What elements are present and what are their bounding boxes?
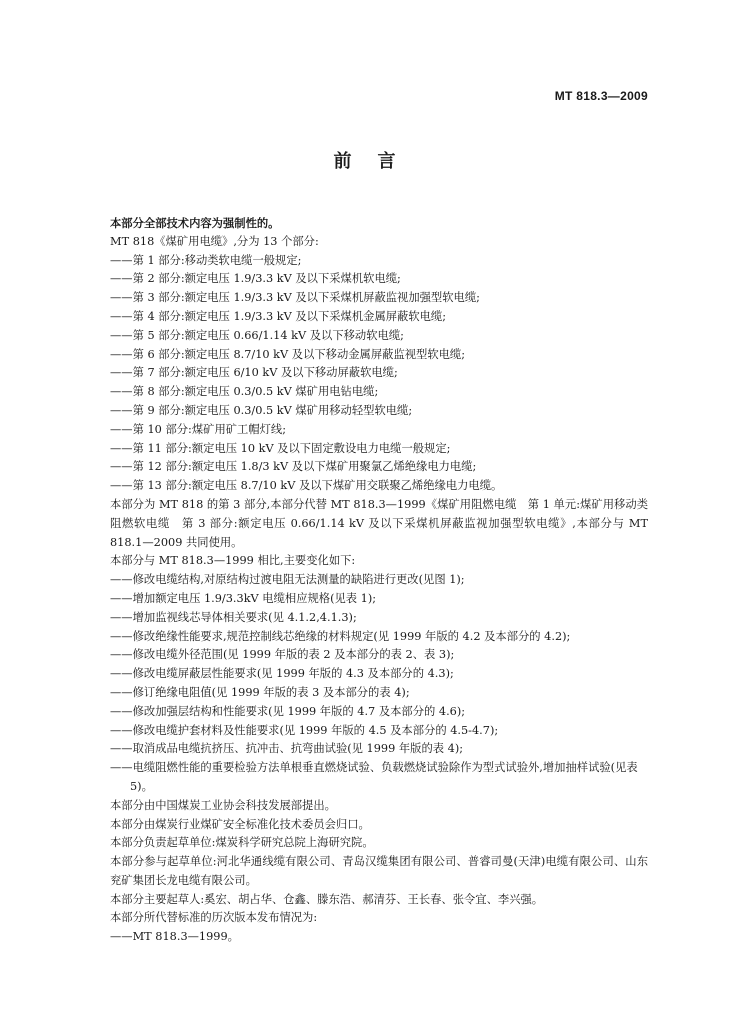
list-item: ——第 7 部分:额定电压 6/10 kV 及以下移动屏蔽软电缆; [110,366,398,380]
list-item: ——修改电缆护套材料及性能要求(见 1999 年版的 4.5 及本部分的 4.5-4.7); [110,723,499,737]
list-item: ——增加监视线芯导体相关要求(见 4.1.2,4.1.3); [110,610,357,624]
list-item: ——第 5 部分:额定电压 0.66/1.14 kV 及以下移动软电缆; [110,328,404,342]
list-item: ——第 3 部分:额定电压 1.9/3.3 kV 及以下采煤机屏蔽监视加强型软电缆; [110,291,480,305]
list-item: ——第 1 部分:移动类软电缆一般规定; [110,253,302,267]
standard-code: MT 818.3—2009 [554,89,648,103]
drafting-unit: 本部分负责起草单位:煤炭科学研究总院上海研究院。 [110,836,374,850]
changes-intro: 本部分与 MT 818.3—1999 相比,主要变化如下: [110,554,356,568]
list-item: ——第 12 部分:额定电压 1.8/3 kV 及以下煤矿用聚氯乙烯绝缘电力电缆; [110,460,477,474]
drafters: 本部分主要起草人:奚宏、胡占华、仓鑫、滕东浩、郝清芬、王长春、张令宜、李兴强。 [110,892,544,906]
changes-list [88,571,648,797]
proposed-by: 本部分由中国煤炭工业协会科技发展部提出。 [110,798,336,812]
list-item: ——修改电缆结构,对原结构过渡电阻无法测量的缺陷进行更改(见图 1); [110,573,465,587]
list-item: ——修改电缆屏蔽层性能要求(见 1999 年版的 4.3 及本部分的 4.3); [110,667,454,681]
list-item: ——MT 818.3—1999。 [110,930,239,944]
page-title: 前言 [333,151,422,172]
managed-by: 本部分由煤炭行业煤矿安全标准化技术委员会归口。 [110,817,370,831]
replacement-paragraph: 本部分为 MT 818 的第 3 部分,本部分代替 MT 818.3—1999《煤矿用阻燃电缆 第 1 单元:煤矿用移动类阻燃软电缆 第 3 部分:额定电压 0.66/1.14 kV 及以下采煤机屏蔽监视加强型软电缆》,本部分与 MT 818.1—2009 共同使用。 [110,497,648,549]
list-item: ——取消成品电缆抗挤压、抗冲击、抗弯曲试验(见 1999 年版的表 4); [110,742,464,756]
list-item: ——第 2 部分:额定电压 1.9/3.3 kV 及以下采煤机软电缆; [110,272,401,286]
parts-list [88,252,648,496]
list-item: ——第 11 部分:额定电压 10 kV 及以下固定敷设电力电缆一般规定; [110,441,451,455]
list-item: ——第 8 部分:额定电压 0.3/0.5 kV 煤矿用电钻电缆; [110,385,379,399]
list-item: ——第 10 部分:煤矿用矿工帽灯线; [110,422,287,436]
mandatory-note: 本部分全部技术内容为强制性的。 [110,216,280,230]
list-item: ——第 6 部分:额定电压 8.7/10 kV 及以下移动金属屏蔽监视型软电缆; [110,347,466,361]
list-item: ——电缆阻燃性能的重要检验方法单根垂直燃烧试验、负载燃烧试验除作为型式试验外,增加抽样试验(见表 5)。 [110,761,638,793]
participating-units: 本部分参与起草单位:河北华通线缆有限公司、青岛汉缆集团有限公司、普睿司曼(天津)电缆有限公司、山东兖矿集团长龙电缆有限公司。 [110,855,648,887]
list-item: ——第 9 部分:额定电压 0.3/0.5 kV 煤矿用移动轻型软电缆; [110,403,413,417]
list-item: ——修订绝缘电阻值(见 1999 年版的表 3 及本部分的表 4); [110,685,410,699]
series-intro: MT 818《煤矿用电缆》,分为 13 个部分: [110,234,319,248]
list-item: ——修改加强层结构和性能要求(见 1999 年版的 4.7 及本部分的 4.6); [110,704,466,718]
list-item: ——第 13 部分:额定电压 8.7/10 kV 及以下煤矿用交联聚乙烯绝缘电力电缆。 [110,479,503,493]
list-item: ——第 4 部分:额定电压 1.9/3.3 kV 及以下采煤机金属屏蔽软电缆; [110,309,447,323]
list-item: ——增加额定电压 1.9/3.3kV 电缆相应规格(见表 1); [110,591,377,605]
list-item: ——修改电缆外径范围(见 1999 年版的表 2 及本部分的表 2、表 3); [110,648,455,662]
history-intro: 本部分所代替标准的历次版本发布情况为: [110,911,318,925]
list-item: ——修改绝缘性能要求,规范控制线芯绝缘的材料规定(见 1999 年版的 4.2 及本部分的 4.2); [110,629,571,643]
foreword-body [88,214,648,947]
